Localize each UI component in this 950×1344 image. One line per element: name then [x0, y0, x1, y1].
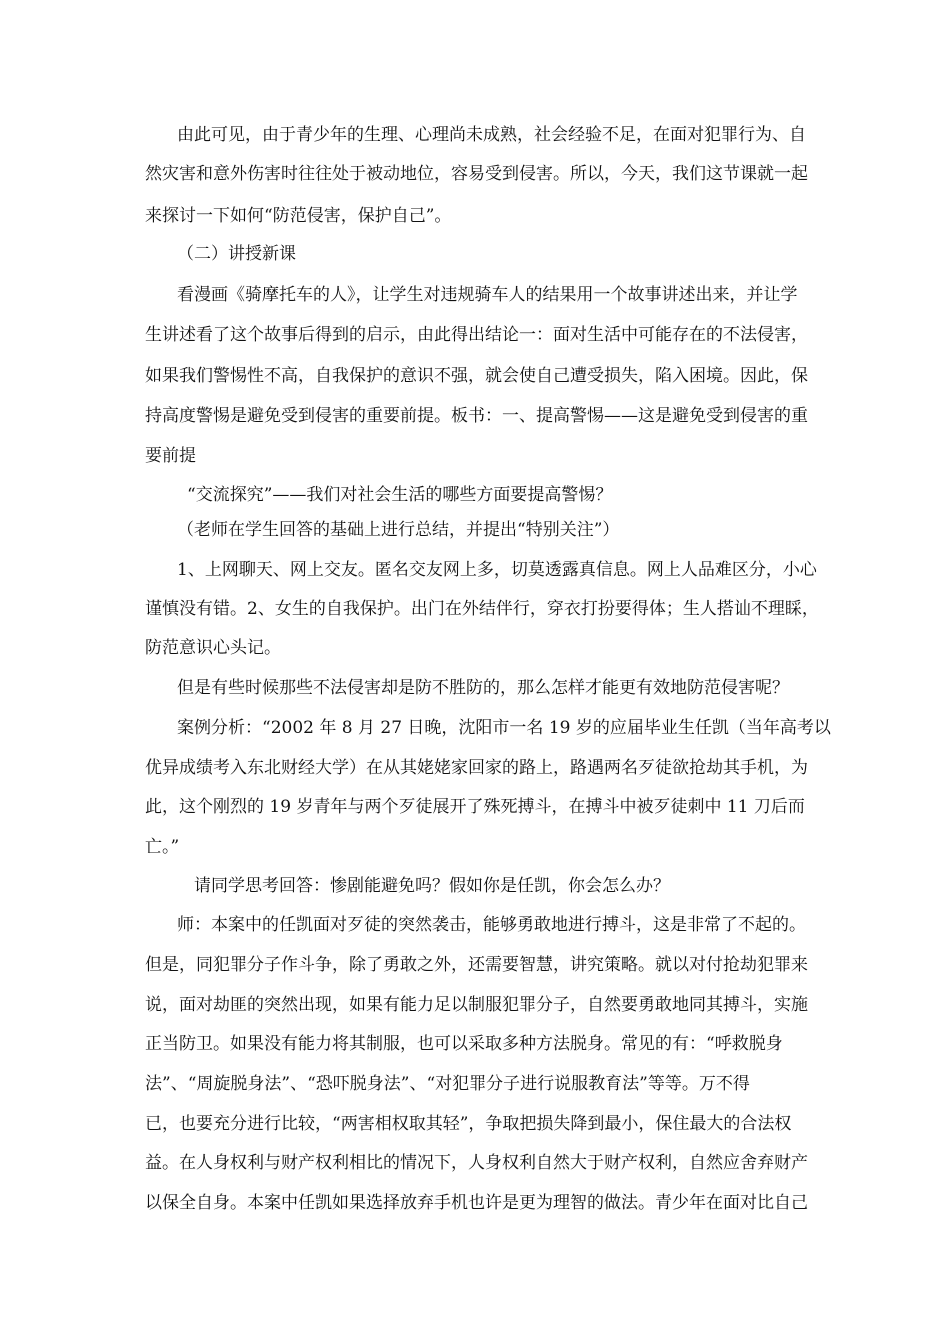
text-line: 正当防卫。如果没有能力将其制服，也可以采取多种方法脱身。常见的有：“呼救脱身 [145, 1034, 783, 1054]
text-line: 来探讨一下如何“防范侵害，保护自己”。 [145, 206, 452, 226]
text-line: 但是，同犯罪分子作斗争，除了勇敢之外，还需要智慧，讲究策略。就以对付抢劫犯罪来 [145, 955, 808, 975]
text-line: （老师在学生回答的基础上进行总结，并提出“特别关注”） [177, 520, 620, 540]
text-line: 防范意识心头记。 [145, 638, 281, 658]
text-line: 优异成绩考入东北财经大学）在从其姥姥家回家的路上，路遇两名歹徒欲抢劫其手机，为 [145, 758, 808, 778]
text-line: 生讲述看了这个故事后得到的启示，由此得出结论一：面对生活中可能存在的不法侵害， [145, 325, 808, 345]
text-line: 看漫画《骑摩托车的人》，让学生对违规骑车人的结果用一个故事讲述出来，并让学 [177, 285, 798, 305]
text-line: 益。在人身权利与财产权利相比的情况下，人身权利自然大于财产权利，自然应舍弃财产 [145, 1153, 808, 1173]
text-line: 1、上网聊天、网上交友。匿名交友网上多，切莫透露真信息。网上人品难区分，小心 [177, 560, 817, 580]
text-line: 持高度警惕是避免受到侵害的重要前提。板书：一、提高警惕——这是避免受到侵害的重 [145, 406, 808, 426]
text-line: 由此可见，由于青少年的生理、心理尚未成熟，社会经验不足，在面对犯罪行为、自 [177, 125, 806, 145]
text-line: 已，也要充分进行比较，“两害相权取其轻”，争取把损失降到最小，保住最大的合法权 [145, 1114, 792, 1134]
text-line: 此，这个刚烈的 19 岁青年与两个歹徒展开了殊死搏斗，在搏斗中被歹徒刺中 11 刀后而 [145, 797, 805, 817]
text-line: 请同学思考回答：惨剧能避免吗？假如你是任凯，你会怎么办？ [194, 876, 670, 896]
text-line: 法”、“周旋脱身法”、“恐吓脱身法”、“对犯罪分子进行说服教育法”等等。万不得 [145, 1074, 750, 1094]
text-line: 亡。” [145, 837, 180, 857]
text-line: 要前提 [145, 446, 196, 466]
section-heading: （二）讲授新课 [177, 244, 296, 264]
text-line: 但是有些时候那些不法侵害却是防不胜防的，那么怎样才能更有效地防范侵害呢？ [177, 678, 789, 698]
text-line: 然灾害和意外伤害时往往处于被动地位，容易受到侵害。所以，今天，我们这节课就一起 [145, 164, 808, 184]
text-line: 谨慎没有错。2、女生的自我保护。出门在外结伴行，穿衣打扮要得体；生人搭讪不理睬， [145, 599, 819, 619]
text-line: 说，面对劫匪的突然出现，如果有能力足以制服犯罪分子，自然要勇敢地同其搏斗，实施 [145, 995, 808, 1015]
text-line: “交流探究”——我们对社会生活的哪些方面要提高警惕？ [187, 485, 613, 505]
text-line: 案例分析：“2002 年 8 月 27 日晚，沈阳市一名 19 岁的应届毕业生任凯（当年高考以 [177, 718, 831, 738]
text-line: 如果我们警惕性不高，自我保护的意识不强，就会使自己遭受损失，陷入困境。因此，保 [145, 366, 808, 386]
text-line: 师：本案中的任凯面对歹徒的突然袭击，能够勇敢地进行搏斗，这是非常了不起的。 [177, 915, 806, 935]
text-line: 以保全自身。本案中任凯如果选择放弃手机也许是更为理智的做法。青少年在面对比自己 [145, 1193, 808, 1213]
